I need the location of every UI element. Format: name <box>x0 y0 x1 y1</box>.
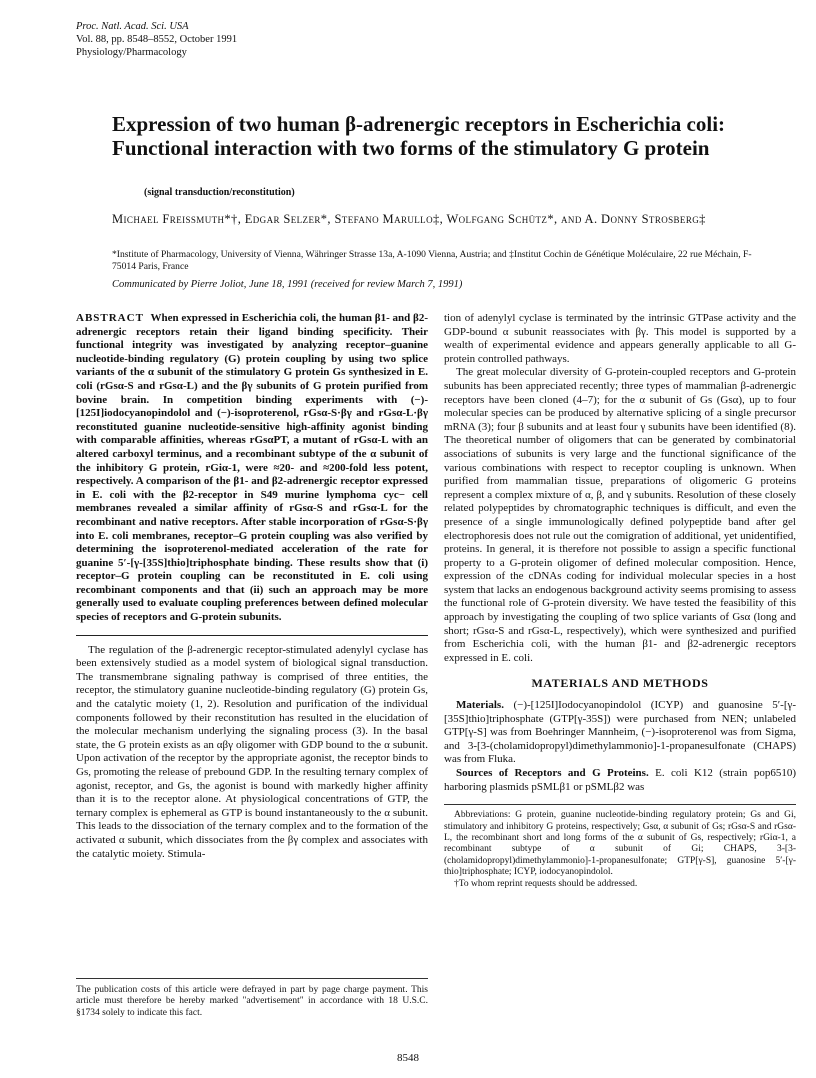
materials-label: Materials. <box>456 699 504 712</box>
left-column <box>76 312 428 861</box>
publication-cost-text: The publication costs of this article were defrayed in part by page charge payment. This article must therefore be hereby marked "advertisement" in accordance with 18 U.S.C. §1734 solely to indicate this fact. <box>76 985 428 1018</box>
right-column <box>444 312 796 890</box>
journal-section: Physiology/Pharmacology <box>76 47 187 58</box>
abbreviations-text: Abbreviations: G protein, guanine nucleotide-binding regulatory protein; Gs and Gi, stimulatory and inhibitory G proteins, respectively; Gsα, α subunit of Gs; rGsα-S and rGsα-L, the recombinant short and long forms of the α subunit of Gs, respectively; rGiα-1, a recombinant subtype of α subunit of Gi; CHAPS, 3-[3-(cholamidopropyl)dimethylammonio]-1-propanesulfonate; GTP[γ-S], guanosine 5′-[γ-thio]triphosphate; ICYP, iodocyanopindolol. <box>444 810 796 878</box>
communicated-by: Communicated by Pierre Joliot, June 18, 1991 (received for review March 7, 1991) <box>112 279 463 290</box>
abstract-text: When expressed in Escherichia coli, the human β1- and β2-adrenergic receptors retain their ligand binding specificity. Their functional integrity was investigated by analyzing receptor–guanine nucleotide-binding regulatory (G) protein coupling by using two splice variants of the α subunit of the stimulatory G protein Gs synthesized in E. coli (rGsα-S and rGsα-L) and the βγ subunits of G protein purified from bovine brain. In competition binding experiments with (−)-[125I]iodocyanopindolol and (−)-isoproterenol, rGsα-S·βγ and rGsα-L·βγ reconstituted guanine nucleotide-sensitive high-affinity agonist binding with comparable affinities, whereas rGsαPT, a mutant of rGsα-L with an altered carboxyl terminus, and a recombinant subtype of the α subunit of the inhibitory G protein, rGiα-1, were ≈20- and ≈200-fold less potent, respectively. A comparison of the β1- and β2-adrenergic receptor expressed in E. coli with the β2-receptor in S49 murine lymphoma cyc− cell membranes revealed a similar affinity of rGsα-S and rGsα-L for the recombinant and native receptors. After stable incorporation of rGsα-S·βγ into E. coli membranes, receptor–G protein coupling was also verified by determining the isoproterenol-mediated acceleration of the rate for guanine 5′-[γ-[35S]thio]triphosphate binding. These results show that (i) receptor–G protein coupling can be reconstituted in E. coli using recombinant components and that (ii) such an approach may be more generally used to evaluate coupling preferences between defined molecular species of receptors and G-protein subunits. <box>76 312 428 624</box>
diversity-paragraph: The great molecular diversity of G-protein-coupled receptors and G-protein subunits has been appreciated recently; three types of mammalian β-adrenergic receptors have been cloned (4–7); for the α subunit of Gs (Gsα), up to four molecular species can be produced by alternative splicing of a single precursor mRNA (3); four β subunits and at least four γ subunits have been identified (8). The theoretical number of oligomers that can be generated by combinatorial associations of subunits is very large and the functional significance of the various combinations with respect to receptor coupling is unknown. When purified from mammalian tissue, preparations of oligomeric G proteins represent a complex mixture of α, β, and γ subunits. Resolution of these closely related polypeptides by chromatographic techniques is difficult, and even the presence of a single immunologically defined polypeptide band after gel electrophoresis does not rule out the comigration of additional, yet unidentified, proteins. In general, it is therefore not possible to assign a specific functional property to a G-protein oligomer of defined molecular composition. Hence, expression of the cDNAs coding for individual molecular species in a host system that lacks an endogenous background activity seems promising to assess the functional role of G-protein diversity. We have tested the feasibility of this approach by investigating the coupling of two splice variants of Gsα (long and short; rGsα-S and rGsα-L, respectively), which were synthesized and purified from Escherichia coli, with the human β1- and β2-adrenergic receptors expressed in E. coli. <box>444 366 796 664</box>
author-list: Michael Freissmuth*†, Edgar Selzer*, Stefano Marullo‡, Wolfgang Schütz*, and A. Donny Strosberg‡ <box>112 212 706 226</box>
sources-label: Sources of Receptors and G Proteins. <box>456 767 649 779</box>
reprint-footnote: †To whom reprint requests should be addressed. <box>454 878 638 889</box>
intro-paragraph: The regulation of the β-adrenergic receptor-stimulated adenylyl cyclase has been extensively studied as a model system of biological signal transduction. The transmembrane signaling pathway is comprised of three entities, the receptor, the stimulatory guanine nucleotide-binding regulatory (G) protein Gs, and the catalytic moiety (1, 2). Resolution and purification of the individual components followed by their reconstitution has resulted in the elucidation of the molecular mechanism underlying the signaling process (3). In the basal state, the G protein exists as an αβγ oligomer with GDP bound to the α subunit. Upon activation of the receptor by the appropriate agonist, the receptor binds to Gs, promoting the release of prebound GDP. In the resulting ternary complex of agonist, receptor, and Gs, the agonist is bound with markedly higher affinity than it is to the receptor alone. At physiological concentrations of GTP, the ternary complex is ephemeral as GTP is bound instantaneously to the α subunit. This leads to the dissociation of the ternary complex and to the formation of the activated α subunit, which dissociates from the βγ complex and associates with the catalytic moiety. Stimula- <box>76 643 428 860</box>
intro-continuation: tion of adenylyl cyclase is terminated by the intrinsic GTPase activity and the GDP-bound α subunit reassociates with βγ. This model is supported by a wealth of experimental evidence and appears generally applicable to all G-protein controlled pathways. <box>444 312 796 365</box>
page-number: 8548 <box>397 1052 419 1064</box>
journal-header <box>76 20 237 59</box>
journal-name: Proc. Natl. Acad. Sci. USA <box>76 21 189 32</box>
section-heading: MATERIALS AND METHODS <box>531 676 709 691</box>
publication-cost-footnote <box>76 978 428 1019</box>
materials-paragraph <box>444 699 796 767</box>
abstract <box>76 312 428 625</box>
keywords: (signal transduction/reconstitution) <box>144 187 295 198</box>
abstract-label: ABSTRACT <box>76 312 144 324</box>
abstract-divider <box>76 635 428 636</box>
sources-paragraph <box>444 767 796 794</box>
sources-text: E. coli K12 (strain pop6510) harboring plasmids pSMLβ1 or pSMLβ2 was <box>444 767 796 793</box>
article-title: Expression of two human β-adrenergic receptors in Escherichia coli: Functional interaction with two forms of the stimulatory G protein <box>112 112 726 160</box>
journal-volume: Vol. 88, pp. 8548–8552, October 1991 <box>76 34 238 45</box>
affiliations: *Institute of Pharmacology, University of Vienna, Währinger Strasse 13a, A-1090 Vienna, Austria; and ‡Institut Cochin de Génétique Moléculaire, 22 rue Méchain, F-75014 Paris, France <box>112 249 752 272</box>
abbreviations-footnote <box>444 804 796 890</box>
materials-text: (−)-[125I]Iodocyanopindolol (ICYP) and guanosine 5′-[γ-[35S]thio]triphosphate (GTP[γ-35S]) were purchased from NEN; unlabeled GTP[γ-S] was from Boehringer Mannheim, (−)-isoproterenol was from Sigma, and 3-[3-(cholamidopropyl)dimethylammonio]-1-propanesulfonate (CHAPS) was from Fluka. <box>444 699 797 766</box>
